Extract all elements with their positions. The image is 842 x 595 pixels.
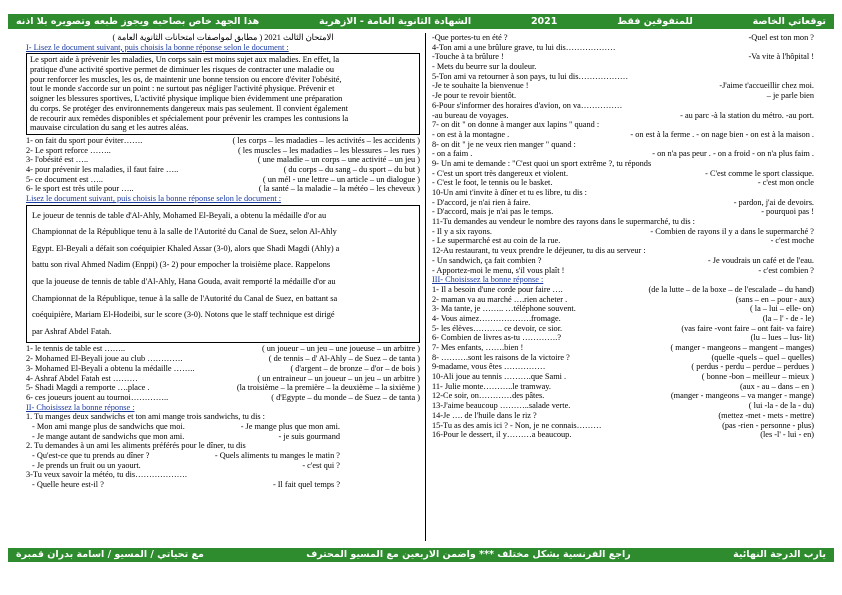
fill-row-text: 15-Tu as des amis ici ? - Non, je ne connais……… bbox=[432, 420, 602, 430]
question-row-options: (la troisième – la première – la deuxième – la sixième ) bbox=[236, 383, 420, 393]
banner-copyright: هذا الجهد خاص بصاحبه ويجوز طبعه وتصويره بلا اذنه bbox=[16, 15, 260, 27]
fill-row-options: ( manger - mangeons – mangent – manges) bbox=[670, 343, 814, 352]
dialogue-row-text: 5-Ton ami va retourner à son pays, tu lui dis……………… bbox=[432, 71, 629, 81]
dialogue-option: - Quelle heure est-il ? bbox=[32, 480, 104, 490]
right-dialogue-list bbox=[432, 33, 814, 275]
fill-blank-list bbox=[432, 285, 814, 440]
passage2-line: que la joueuse de tennis de table d'Al-Ahly, Hana Gouda, avait remporté la médaille d'or au bbox=[32, 277, 336, 287]
dialogue-row bbox=[432, 236, 814, 246]
fill-row bbox=[432, 411, 814, 421]
dialogue-row-text: - Il y a six rayons. bbox=[432, 226, 492, 236]
passage2-line: Le joueur de tennis de table d'Al-Ahly, Mohamed El-Beyali, a obtenu la médaille d'or au bbox=[32, 210, 327, 220]
banner-subtitle: للمتفوقين فقط bbox=[617, 15, 693, 27]
dialogue-row bbox=[432, 217, 814, 227]
fill-row bbox=[432, 314, 814, 324]
passage1-line: pour renforcer les muscles, les os, de maintenir une bonne tension ou encore d'éviter l'obésité, bbox=[30, 74, 342, 84]
dialogue-row-text: - Mets du beurre sur la douleur. bbox=[432, 62, 537, 72]
dialogue-row bbox=[26, 412, 420, 422]
dialogue-row-options: -Va vite à l'hôpital ! bbox=[748, 52, 814, 62]
dialogue-row bbox=[432, 52, 814, 62]
question-row bbox=[26, 155, 420, 165]
fill-row bbox=[432, 285, 814, 295]
question-row-options: ( un entraineur – un joueur – un jeu – un arbitre ) bbox=[257, 373, 420, 383]
question-row bbox=[26, 184, 420, 194]
dialogue-row bbox=[432, 140, 814, 150]
fill-row-options: (pas -rien - personne - plus) bbox=[722, 420, 814, 430]
fill-row bbox=[432, 353, 814, 363]
dialogue-row bbox=[26, 461, 420, 471]
fill-row-text: 5- les élèves……….. ce devoir, ce sior. bbox=[432, 323, 563, 333]
fill-row bbox=[432, 421, 814, 431]
dialogue-row bbox=[432, 43, 814, 53]
fill-row-text: 16-Pour le dessert, il y………a beaucoup. bbox=[432, 430, 572, 440]
dialogue-row-options: - on n'a pas peur . - on a froid - on n'a plus faim . bbox=[652, 149, 814, 159]
fill-row bbox=[432, 343, 814, 353]
question-row-text: 4- Ashraf Abdel Fatah est ……… bbox=[26, 373, 138, 383]
dialogue-row-options: -Quel est ton mon ? bbox=[748, 33, 814, 42]
dialogue-row-text: 10-Un ami t'invite à dîner et tu es libre, tu dis : bbox=[432, 188, 587, 197]
footer-left-text: مع تحياتي / المسيو / اسامة بدران قمبرة bbox=[16, 549, 204, 561]
fill-row bbox=[432, 362, 814, 372]
right-column bbox=[432, 33, 814, 440]
dialogue-row bbox=[26, 422, 420, 432]
dialogue-row bbox=[432, 266, 814, 276]
fill-row-options: (la – l' - de - le) bbox=[762, 313, 814, 323]
passage2-line: Egypt. El-Beyali a défait son coéquipier Khaled Assar (3-0), alors que Shadi Magdi (Ahly) a bbox=[32, 243, 340, 253]
column-divider bbox=[425, 33, 426, 541]
dialogue-row-text: 7- on dit " on donne à manger aux lapins " quand : bbox=[432, 120, 600, 130]
question-row-options: ( les corps – les madadies – les activités – les accidents ) bbox=[232, 135, 420, 145]
dialogue-row-options: - C'est comme le sport classique. bbox=[705, 168, 814, 178]
dialogue-row-options: - pourquoi pas ! bbox=[761, 207, 814, 217]
section1-heading: I- Lisez le document suivant, puis choisis la bonne réponse selon le document : bbox=[26, 42, 289, 52]
passage2-line: par Ashraf Abdel Fatah. bbox=[32, 326, 112, 336]
dialogue-row bbox=[432, 33, 814, 43]
dialogue-row-text: 9- Un ami te demande : "C'est quoi un sport extrême ?, tu réponds bbox=[432, 158, 652, 168]
dialogue-row bbox=[432, 130, 814, 140]
dialogue-row-options: - on est à la ferme . - on nage bien - on est à la maison . bbox=[630, 129, 814, 139]
fill-row-text: 4- Vous aimez……………….fromage. bbox=[432, 313, 561, 323]
question-row-text: 3- Mohamed El-Beyali a obtenu la médaille …….. bbox=[26, 363, 195, 373]
fill-row bbox=[432, 382, 814, 392]
dialogue-row-text: - Un sandwich, ça fait combien ? bbox=[432, 255, 542, 265]
question-row-options: ( du corps – du sang – du sport – du but ) bbox=[283, 164, 420, 174]
dialogue-option: - je suis gourmand bbox=[278, 431, 340, 441]
dialogue-row bbox=[26, 451, 420, 461]
fill-row-text: 12-Ce soir, on…………des pâtes. bbox=[432, 391, 545, 401]
dialogue-option: - Il fait quel temps ? bbox=[272, 480, 340, 490]
question-row-text: 2- Mohamed El-Beyali joue au club …………. bbox=[26, 354, 183, 364]
dialogue-row bbox=[432, 72, 814, 82]
section2-heading: Lisez le document suivant, puis choisis la bonne réponse selon le document : bbox=[26, 194, 282, 203]
question-row-options: ( de tennis – d' Al-Ahly – de Suez – de tanta ) bbox=[268, 354, 420, 364]
fill-row-text: 7- Mes enfants, …….bien ! bbox=[432, 343, 524, 352]
fill-row-options: (de la lutte – de la boxe – de l'escalade – du hand) bbox=[648, 284, 814, 294]
section3-heading: II- Choisissez la bonne réponse : bbox=[26, 402, 135, 412]
dialogue-row-text: -Je te souhaite la bienvenue ! bbox=[432, 81, 529, 91]
dialogue-row-options: - c'est mon oncle bbox=[757, 178, 814, 188]
fill-row-options: (aux - au – dans – en ) bbox=[740, 381, 814, 391]
dialogue-option: - Je prends un fruit ou un yaourt. bbox=[32, 460, 141, 470]
question-row bbox=[26, 146, 420, 156]
dialogue-row bbox=[432, 169, 814, 179]
dialogue-row bbox=[432, 159, 814, 169]
dialogue-row-text: - D'accord, mais je n'ai pas le temps. bbox=[432, 207, 554, 217]
banner-year: 2021 bbox=[530, 15, 558, 27]
dialogue-row bbox=[26, 432, 420, 442]
dialogue-row bbox=[432, 111, 814, 121]
fill-row bbox=[432, 401, 814, 411]
question-row-options: ( d'argent – de bronze – d'or – de bois ) bbox=[290, 363, 420, 373]
dialogue-row-options: – je parle bien bbox=[766, 91, 814, 101]
dialogue-row-text: - Apportez-moi le menu, s'il vous plaît ! bbox=[432, 265, 565, 275]
fill-row-text: 1- Il a besoin d'une corde pour faire …. bbox=[432, 284, 563, 294]
question-row-options: ( une maladie – un corps – une activité – un jeu ) bbox=[257, 155, 420, 165]
dialogue-row bbox=[432, 149, 814, 159]
section4-heading: III- Choisissez la bonne réponse : bbox=[432, 275, 544, 285]
dialogue-row bbox=[432, 91, 814, 101]
question-row-options: ( un mél - une lettre – un article – un dialogue ) bbox=[262, 174, 420, 184]
fill-row-options: ( lui -la - de la - du) bbox=[748, 401, 814, 411]
question-row bbox=[26, 344, 420, 354]
passage1-line: soigner les blessures sportives, L'activité physique implique bien évidemment une préparation bbox=[30, 94, 343, 104]
fill-row bbox=[432, 391, 814, 401]
dialogue-row-text: 8- on dit " je ne veux rien manger " quand : bbox=[432, 139, 576, 149]
fill-row-text: 14-Je …. de l'huile dans le riz ? bbox=[432, 410, 537, 420]
fill-row bbox=[432, 324, 814, 334]
question-row-text: 3- l'obésité est ….. bbox=[26, 155, 89, 165]
dialogue-row-text: 4-Ton ami a une brûlure grave, tu lui dis……………… bbox=[432, 42, 616, 52]
question-row-text: 6- le sport est très utile pour ….. bbox=[26, 184, 134, 194]
dialogue-row-options: - au parc -à la station du métro. -au port. bbox=[680, 110, 814, 120]
dialogue-option: - Je mange plus que mon ami. bbox=[240, 421, 340, 431]
dialogue-option: - Quels aliments tu manges le matin ? bbox=[214, 451, 340, 460]
question-row-text: 1- on fait du sport pour éviter……. bbox=[26, 135, 143, 145]
question-row-text: 4- pour prévenir les maladies, il faut faire ….. bbox=[26, 164, 179, 174]
fill-row bbox=[432, 372, 814, 382]
question-row-text: 1- le tennis de table est …….. bbox=[26, 344, 126, 354]
passage1-line: de recourir aux remèdes disponibles et spécialement pour prévenir les crampes les contusions la bbox=[30, 113, 349, 123]
dialogue-row bbox=[432, 62, 814, 72]
question-row-options: ( les muscles – les madadies – les blessures – les rues ) bbox=[237, 145, 420, 155]
footer-center-text: راجع الفرنسية بشكل مختلف *** واضمن الاربعين مع المسيو المحترف bbox=[306, 549, 631, 561]
fill-row-options: ( perdus - perdu – perdue – perdues ) bbox=[691, 362, 814, 372]
dialogue-option: - Je mange autant de sandwichs que mon ami. bbox=[32, 431, 185, 441]
dialogue-question: 1. Tu manges deux sandwichs et ton ami mange trois sandwichs, tu dis : bbox=[26, 412, 265, 422]
fill-row-text: 13-J'aime beaucoup ………..salade verte. bbox=[432, 401, 571, 411]
fill-row-options: (les -l' - lui - en) bbox=[760, 430, 814, 440]
left-column bbox=[26, 33, 420, 490]
header-banner bbox=[8, 14, 834, 29]
passage2-line: Championnat de la République tenu à la salle de l'Autorité du Canal de Suez, selon Al-Ahly bbox=[32, 227, 337, 237]
dialogue-row-options: - c'est combien ? bbox=[758, 265, 814, 275]
question-row-text: 5- ce document est ….. bbox=[26, 174, 103, 184]
dialogue-option: - Qu'est-ce que tu prends au dîner ? bbox=[32, 451, 150, 460]
fill-row-text: 9-madame, vous êtes …………… bbox=[432, 362, 546, 372]
passage1-line: tout le monde s'accorde sur un point : ne surtout pas négliger l'activité physique. Prévenir et bbox=[30, 84, 335, 94]
passage1-line: du corps. Se protéger des environnements dangereux mais pas seulement. Il convient également bbox=[30, 103, 348, 113]
question-row-options: ( un joueur – un jeu – une joueuse – un arbitre ) bbox=[261, 344, 420, 354]
dialogue-row-text: - on a faim . bbox=[432, 149, 473, 159]
fill-row-text: 11- Julie monte………..le tramway. bbox=[432, 381, 551, 391]
dialogue-row-text: 11-Tu demandes au vendeur le nombre des rayons dans le supermarché, tu dis : bbox=[432, 217, 695, 227]
questions2-list bbox=[26, 344, 420, 402]
fill-row-text: 10-Ali joue au tennis ……….que Sami . bbox=[432, 372, 567, 382]
dialogue-row-text: - D'accord, je n'ai rien à faire. bbox=[432, 197, 531, 207]
dialogue-row-text: -Que portes-tu en été ? bbox=[432, 33, 508, 42]
passage2-line: battu son rival Ahmed Nadim (Enppi) (3- 2) pour empocher la troisième place. Rappelons bbox=[32, 260, 331, 270]
fill-row-options: (mettez -met - mets - mettre) bbox=[718, 410, 814, 420]
dialogue-question: 3-Tu veux savoir la météo, tu dis………………. bbox=[26, 470, 188, 480]
questions1-list bbox=[26, 136, 420, 194]
question-row bbox=[26, 136, 420, 146]
footer-banner bbox=[8, 548, 834, 562]
dialogue-row bbox=[432, 120, 814, 130]
dialogue-row-options: -J'aime t'accueillir chez moi. bbox=[719, 81, 814, 91]
footer-right-text: يارب الدرجة النهائية bbox=[733, 549, 826, 561]
dialogue-row bbox=[432, 198, 814, 208]
fill-row-text: 6- Combien de livres as-tu ………….? bbox=[432, 333, 562, 343]
fill-row bbox=[432, 295, 814, 305]
question-row bbox=[26, 354, 420, 364]
dialogue-row bbox=[432, 81, 814, 91]
dialogue-option: - Mon ami mange plus de sandwichs que moi. bbox=[32, 421, 185, 431]
fill-row bbox=[432, 430, 814, 440]
question-row bbox=[26, 175, 420, 185]
dialogue-row-text: - on est à la montagne . bbox=[432, 129, 510, 139]
dialogue-row-text: 12-Au restaurant, tu veux prendre le déjeuner, tu dis au serveur : bbox=[432, 246, 646, 256]
question-row bbox=[26, 383, 420, 393]
dialogue-row bbox=[26, 441, 420, 451]
dialogue-list bbox=[26, 412, 420, 490]
dialogue-row-text: - Le supermarché est au coin de la rue. bbox=[432, 236, 561, 246]
question-row bbox=[26, 165, 420, 175]
dialogue-row-options: - Combien de rayons il y a dans le supermarché ? bbox=[650, 226, 814, 236]
question-row bbox=[26, 374, 420, 384]
dialogue-option: - c'est qui ? bbox=[302, 460, 340, 470]
dialogue-row bbox=[432, 227, 814, 237]
fill-row-options: (sans – en – pour - aux) bbox=[735, 294, 814, 304]
question-row-options: ( d'Egypte – du monde – de Suez – de tanta ) bbox=[271, 392, 420, 402]
dialogue-row bbox=[432, 246, 814, 256]
dialogue-row-options: - pardon, j'ai de devoirs. bbox=[733, 197, 814, 207]
fill-row-options: ( bonne -bon – meilleur – mieux ) bbox=[701, 372, 814, 382]
dialogue-row bbox=[26, 480, 420, 490]
dialogue-row-text: -Touche à ta brûlure ! bbox=[432, 52, 504, 62]
fill-row-text: 2- maman va au marché ….rien acheter . bbox=[432, 294, 568, 304]
dialogue-row-text: - C'est un sport très dangereux et violent. bbox=[432, 168, 569, 178]
dialogue-row bbox=[432, 256, 814, 266]
passage2-line: Championnat de la République, tenue à la salle de l'Autorité du Canal de Suez, en battant sa bbox=[32, 293, 338, 303]
dialogue-row bbox=[432, 178, 814, 188]
exam-title: الامتحان الثالث 2021 ( مطابق لمواصفات امتحانات الثانوية العامة ) bbox=[112, 33, 334, 42]
dialogue-row bbox=[432, 188, 814, 198]
question-row-text: 5- Shadi Magdi a remporte ….place . bbox=[26, 383, 150, 393]
fill-row-text: 3- Ma tante, je …….. …téléphone souvent. bbox=[432, 304, 576, 314]
banner-title: الشهادة الثانوية العامة - الازهرية bbox=[319, 15, 472, 27]
fill-row-options: (lu – lues – lus- lit) bbox=[750, 333, 814, 343]
dialogue-row-text: 6-Pour s'informer des horaires d'avion, on va…………… bbox=[432, 100, 623, 110]
dialogue-question: 2. Tu demandes à un ami les aliments préférés pour le dîner, tu dis bbox=[26, 441, 246, 451]
fill-row bbox=[432, 333, 814, 343]
dialogue-row-options: - Je voudrais un café et de l'eau. bbox=[707, 255, 814, 265]
fill-row bbox=[432, 304, 814, 314]
passage1-line: Le sport aide à prévenir les maladies, Un corps sain est moins sujet aux maladies. En effet, la bbox=[30, 55, 340, 65]
fill-row-options: (vas faire -vont faire – ont fait- va faire) bbox=[681, 323, 814, 333]
passage2-line: coéquipière, Mariam El-Hodeibi, sur le score (3-0). Notons que le staff technique est dirigé bbox=[32, 310, 335, 320]
dialogue-row bbox=[26, 470, 420, 480]
passage1-line: pratique d'une activité sportive permet de diminuer les risques de contracter une maladie ou bbox=[30, 65, 334, 75]
banner-left-text: توقعاتي الخاصة bbox=[752, 15, 826, 27]
dialogue-row-text: -Je pour te revoir bientôt. bbox=[432, 91, 517, 101]
fill-row-text: 8- ……….sont les raisons de la victoire ? bbox=[432, 352, 570, 362]
dialogue-row-text: - C'est le foot, le tennis ou le basket. bbox=[432, 178, 553, 188]
fill-row-options: ( la – lui – elle- on) bbox=[749, 304, 814, 314]
dialogue-row bbox=[432, 207, 814, 217]
question-row-text: 6- ces joueurs jouent au tournoi………….. bbox=[26, 392, 169, 402]
question-row bbox=[26, 393, 420, 403]
question-row-text: 2- Le sport reforce …….. bbox=[26, 145, 111, 155]
passage2-box bbox=[26, 205, 420, 344]
dialogue-row bbox=[432, 101, 814, 111]
fill-row-options: (manger - mangeons – va manger - mange) bbox=[670, 391, 814, 401]
passage1-line: mauvaise circulation du sang et les autres aléas. bbox=[30, 123, 189, 133]
passage1-box bbox=[26, 53, 420, 135]
dialogue-row-options: - c'est moche bbox=[770, 236, 814, 246]
dialogue-row-text: -au bureau de voyages. bbox=[432, 110, 509, 120]
fill-row-options: (quelle -quels – quel – quelles) bbox=[711, 352, 814, 362]
question-row-options: ( la santé – la maladie – la météo – les cheveux ) bbox=[258, 184, 420, 194]
question-row bbox=[26, 364, 420, 374]
